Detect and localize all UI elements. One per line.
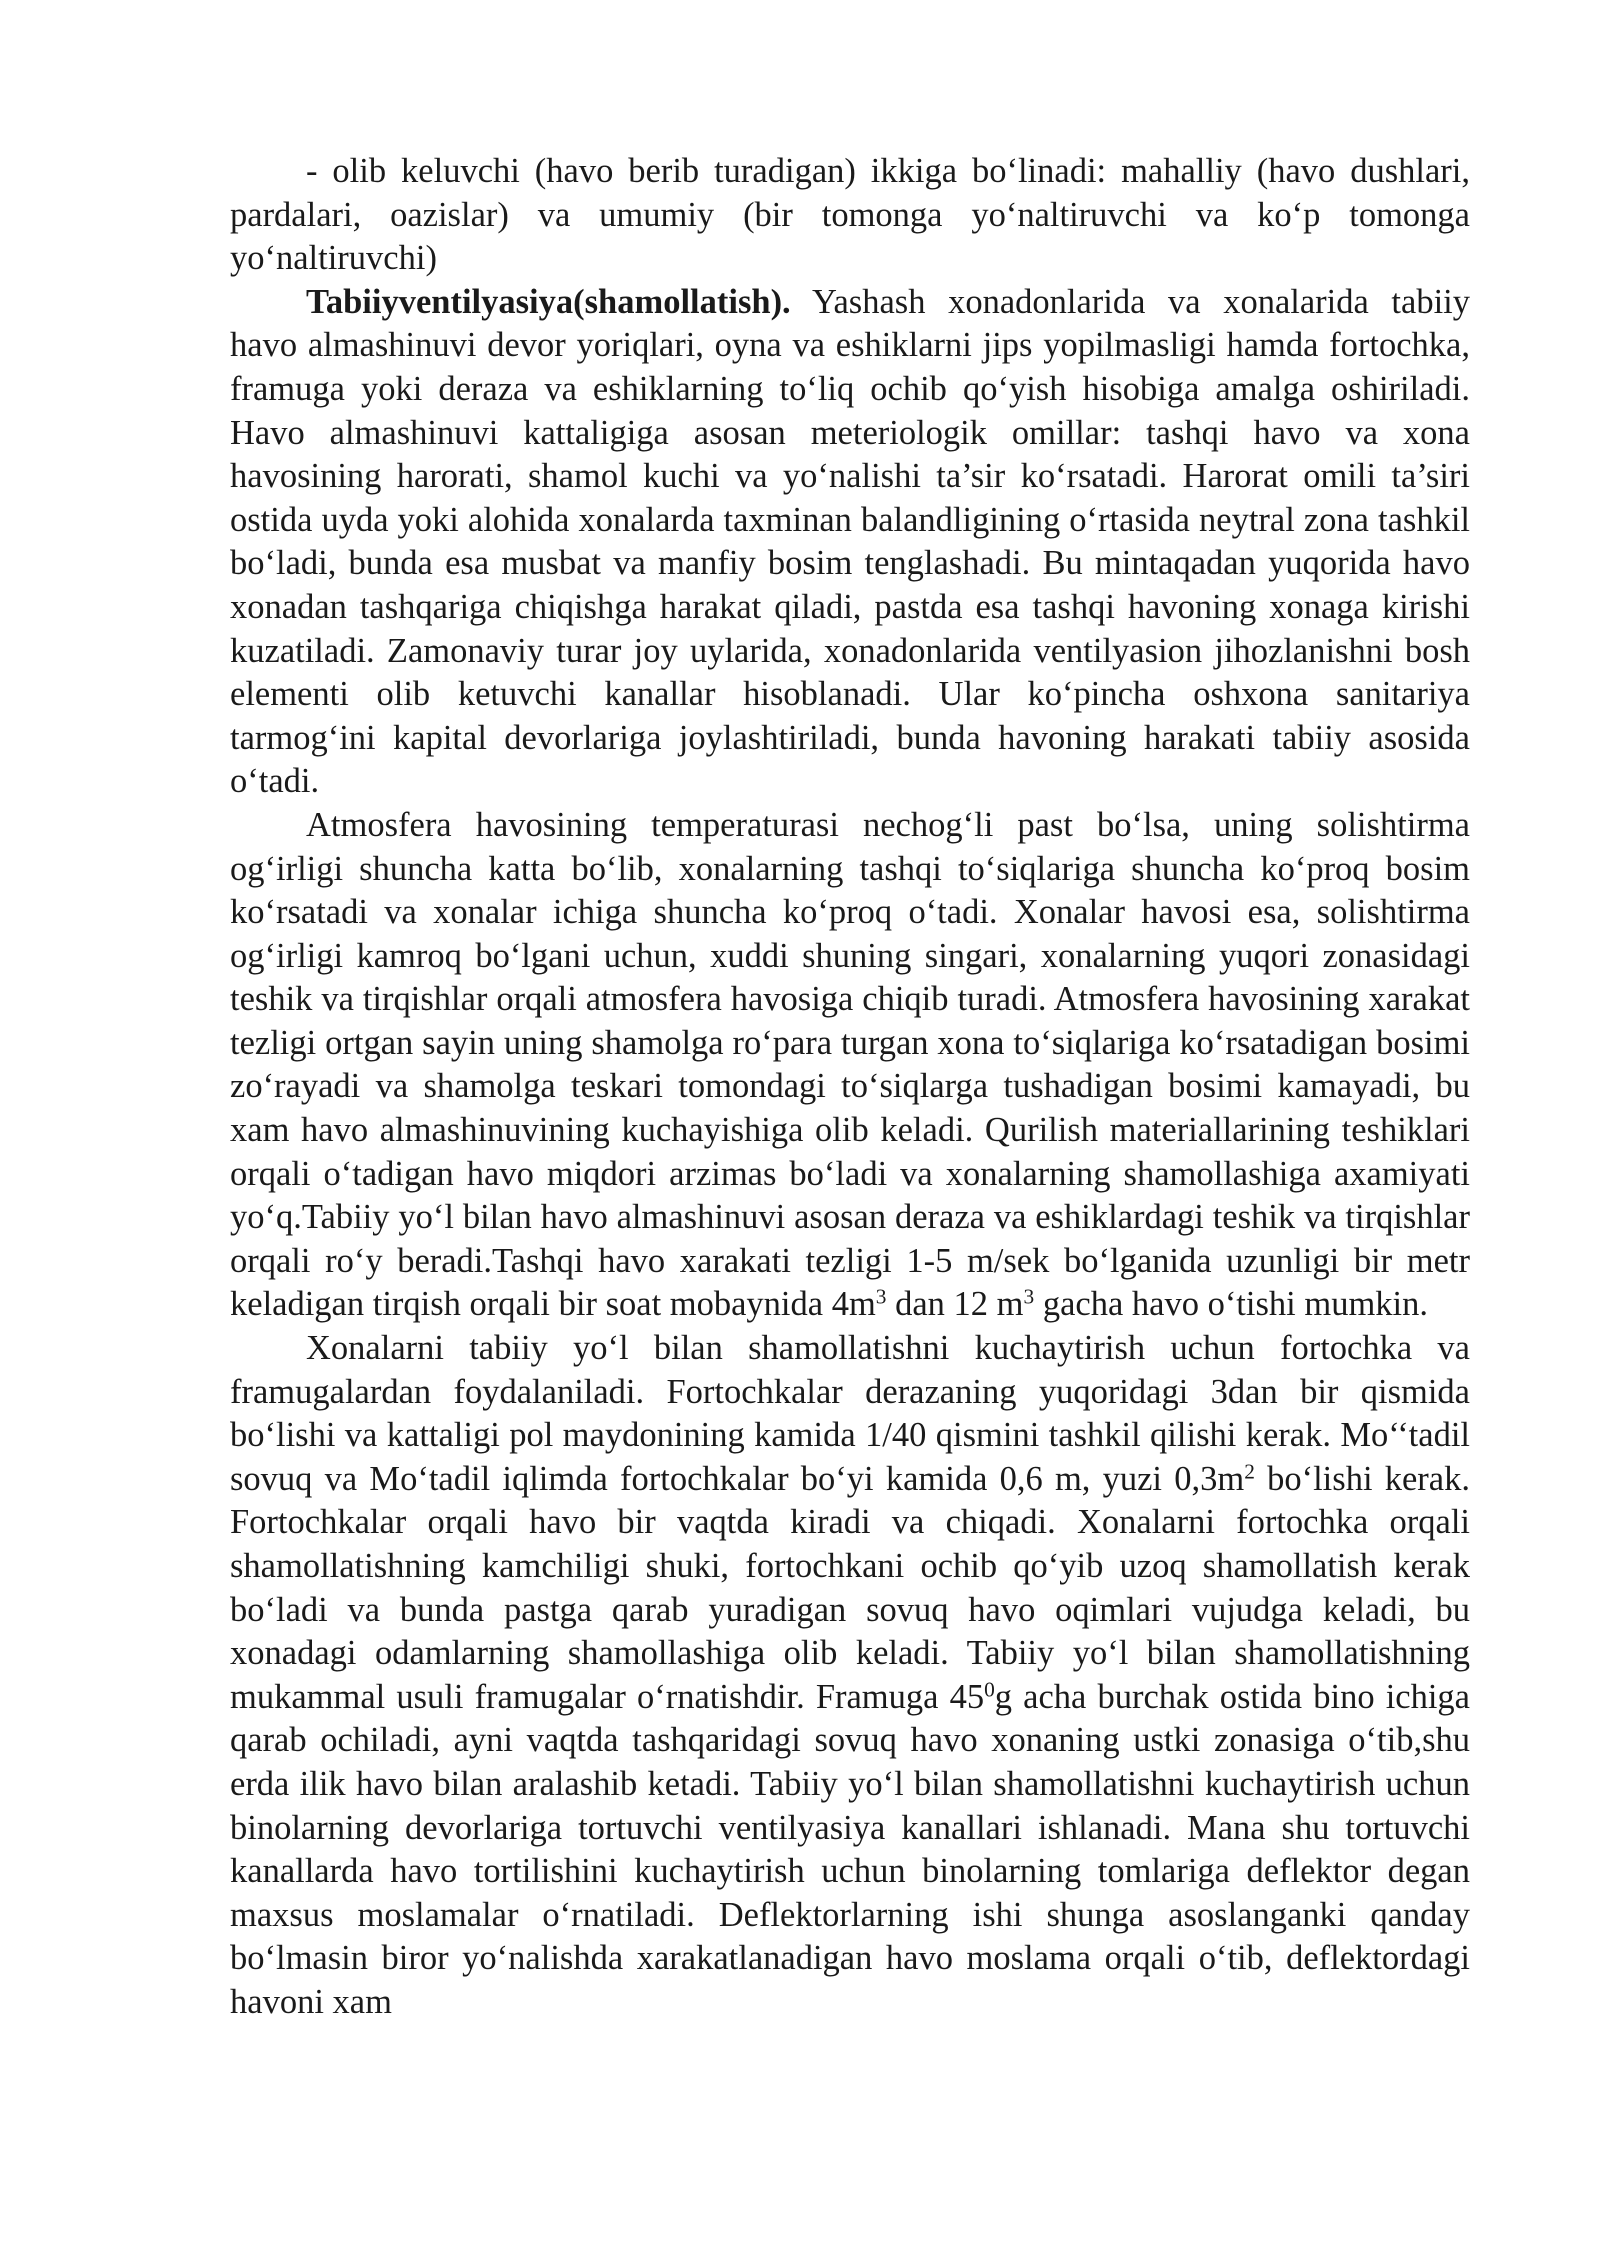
- paragraph-text: - olib keluvchi (havo berib turadigan) ikkiga bo‘linadi: mahalliy (havo dushlari, pardalari, oazislar) va umumiy (bir tomonga yo‘naltiruvchi va ko‘p tomonga yo‘naltiruvchi): [230, 152, 1470, 278]
- paragraph-text: g acha burchak ostida bino ichiga qarab ochiladi, ayni vaqtda tashqaridagi sovuq havo xonaning ustki zonasiga o‘tib,shu erda ilik havo bilan aralashib ketadi. Tabiiy yo‘l bilan shamollatishni kuchaytirish uchun binolarning devorlariga tortuvchi ventilyasiya kanallari ishlanadi. Mana shu tortuvchi kanallarda havo tortilishini kuchaytirish uchun binolarning tomlariga deflektor degan maxsus moslamalar o‘rnatiladi. Deflektorlarning ishi shunga asoslanganki qanday bo‘lmasin biror yo‘nalishda xarakatlanadigan havo moslama orqali o‘tib, deflektordagi havoni xam: [230, 1677, 1470, 2021]
- paragraph-natural-ventilation: [230, 281, 1470, 804]
- superscript: 2: [1244, 1459, 1255, 1484]
- paragraph-windows: [230, 1327, 1470, 2025]
- document-page: [230, 150, 1470, 2025]
- paragraph-text: Atmosfera havosining temperaturasi nechog‘li past bo‘lsa, uning solishtirma og‘irligi shuncha katta bo‘lib, xonalarning tashqi to‘siqlariga shuncha ko‘proq bosim ko‘rsatadi va xonalar ichiga shuncha ko‘proq o‘tadi. Xonalar havosi esa, solishtirma og‘irligi kamroq bo‘lgani uchun, xuddi shuning singari, xonalarning yuqori zonasidagi teshik va tirqishlar orqali atmosfera havosiga chiqib turadi. Atmosfera havosining xarakat tezligi ortgan sayin uning shamolga ro‘para turgan xona to‘siqlariga ko‘rsatadigan bosimi zo‘rayadi va shamolga teskari tomondagi to‘siqlarga tushadigan bosimi kamayadi, bu xam havo almashinuvining kuchayishiga olib keladi. Qurilish materiallarining teshiklari orqali o‘tadigan havo miqdori arzimas bo‘ladi va xonalarning shamollashiga axamiyati yo‘q.Tabiiy yo‘l bilan havo almashinuvi asosan deraza va eshiklardagi teshik va tirqishlar orqali ro‘y beradi.Tashqi havo xarakati tezligi 1-5 m/sek bo‘lganida uzunligi bir metr keladigan tirqish orqali bir soat mobaynida 4m: [230, 805, 1470, 1324]
- superscript: 3: [875, 1284, 887, 1309]
- paragraph-text: gacha havo o‘tishi mumkin.: [1034, 1285, 1428, 1324]
- paragraph-text: Yashash xonadonlarida va xonalarida tabiiy havo almashinuvi devor yoriqlari, oyna va eshiklarni jips yopilmasligi hamda fortochka, framuga yoki deraza va eshiklarning to‘liq ochib qo‘yish hisobiga amalga oshiriladi. Havo almashinuvi kattaligiga asosan meteriologik omillar: tashqi havo va xona havosining harorati, shamol kuchi va yo‘nalishi ta’sir ko‘rsatadi. Harorat omili ta’siri ostida uyda yoki alohida xonalarda taxminan balandligining o‘rtasida neytral zona tashkil bo‘ladi, bunda esa musbat va manfiy bosim tenglashadi. Bu mintaqadan yuqorida havo xonadan tashqariga chiqishga harakat qiladi, pastda esa tashqi havoning xonaga kirishi kuzatiladi. Zamonaviy turar joy uylarida, xonadonlarida ventilyasion jihozlanishni bosh elementi olib ketuvchi kanallar hisoblanadi. Ular ko‘pincha oshxona sanitariya tarmog‘ini kapital devorlariga joylashtiriladi, bunda havoning harakati tabiiy asosida o‘tadi.: [230, 282, 1470, 801]
- paragraph-text: dan 12 m: [886, 1285, 1024, 1324]
- superscript: 0: [984, 1677, 995, 1702]
- paragraph-text: Xonalarni tabiiy yo‘l bilan shamollatishni kuchaytirish uchun fortochka va framugalardan foydalaniladi. Fortochkalar derazaning yuqoridagi 3dan bir qismida bo‘lishi va kattaligi pol maydonining kamida 1/40 qismini tashkil qilishi kerak. Mo‘‘tadil sovuq va Mo‘tadil iqlimda fortochkalar bo‘yi kamida 0,6 m, yuzi 0,3m: [230, 1329, 1470, 1498]
- paragraph-text: bo‘lishi kerak. Fortochkalar orqali havo bir vaqtda kiradi va chiqadi. Xonalarni fortochka orqali shamollatishning kamchiligi shuki, fortochkani ochib qo‘yib uzoq shamollatish kerak bo‘ladi va bunda pastga qarab yuradigan sovuq havo oqimlari vujudga keladi, bu xonadagi odamlarning shamollashiga olib keladi. Tabiiy yo‘l bilan shamollatishning mukammal usuli framugalar o‘rnatishdir. Framuga 45: [230, 1459, 1470, 1716]
- section-heading: Tabiiyventilyasiya(shamollatish).: [306, 282, 791, 321]
- superscript: 3: [1023, 1284, 1035, 1309]
- paragraph-air-supply: [230, 150, 1470, 281]
- paragraph-atmosphere: [230, 804, 1470, 1327]
